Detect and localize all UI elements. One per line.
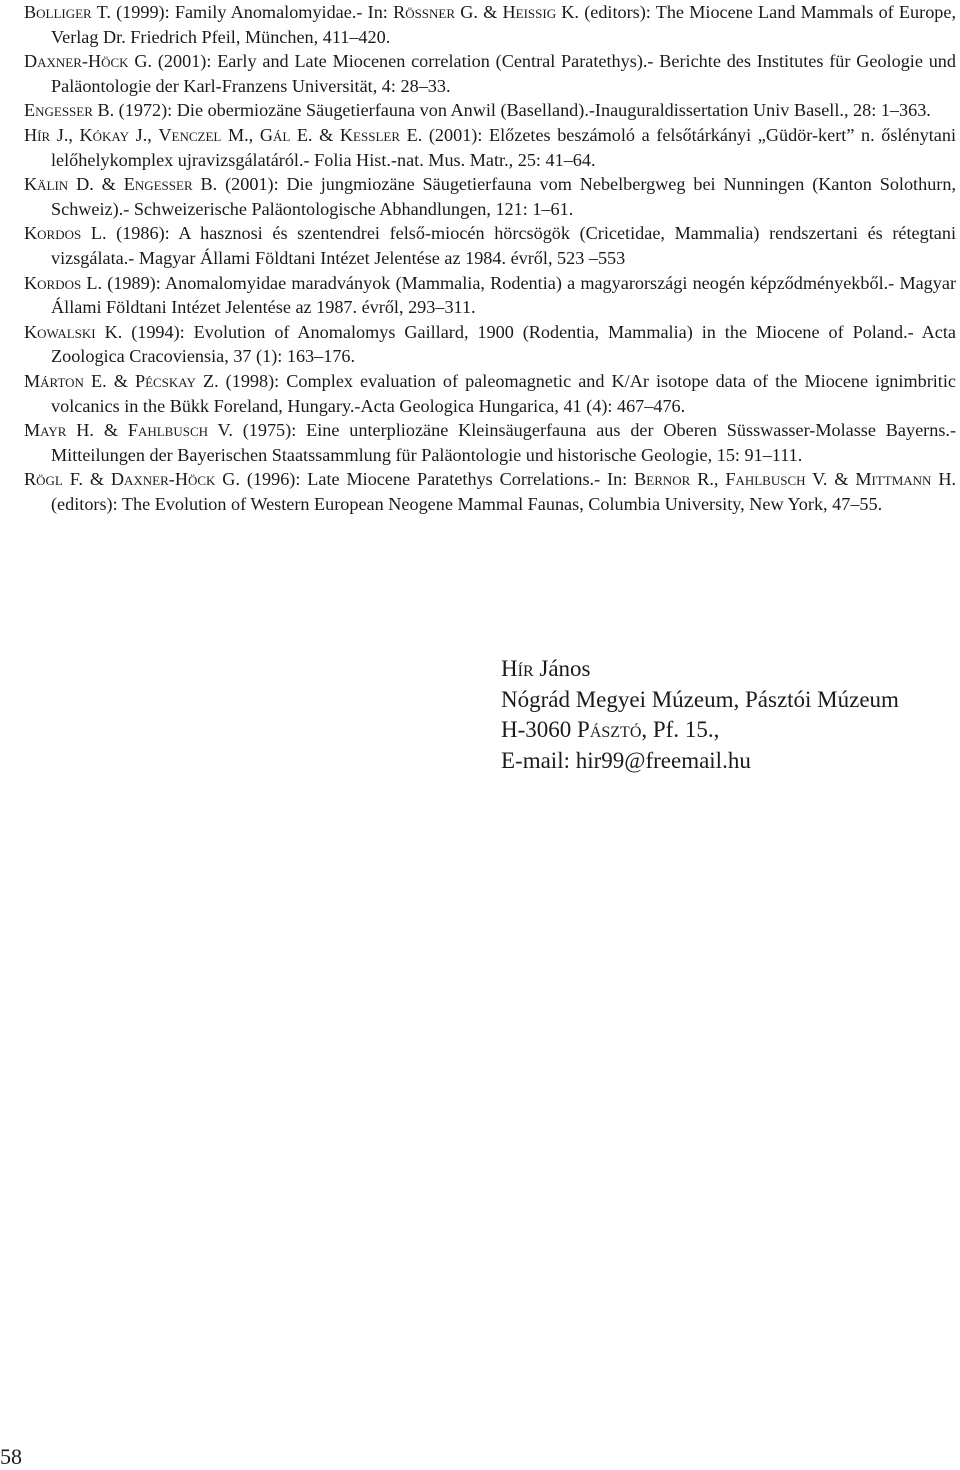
reference-text: H. & (66, 420, 128, 441)
reference-entry (24, 0, 956, 49)
email-line: E-mail: hir99@freemail.hu (501, 747, 751, 773)
reference-text: J., (50, 124, 80, 145)
page-number: 58 (0, 1444, 22, 1469)
reference-text: F. & (62, 469, 111, 490)
reference-text: R., (690, 469, 726, 490)
author-name (501, 654, 899, 685)
reference-text: E. (2001): Előzetes beszámoló a felsőtárkányi „Güdör-kert” n. őslénytani lelőhelykomplex ujravizsgálatáról.- Folia Hist.-nat. Mus. Matr., 25: 41–64. (51, 124, 956, 170)
reference-text: H. (editors): The Evolution of Western European Neogene Mammal Faunas, Columbia University, New York, 47–55. (51, 469, 957, 514)
reference-text: V. & (805, 469, 856, 490)
reference-author: Hír (24, 124, 51, 145)
author-address (501, 654, 899, 776)
reference-text: K. (editors): The Miocene Land Mammals of Europe, Verlag Dr. Friedrich Pfeil, München, 411–420. (51, 2, 957, 47)
reference-author: Kordos (24, 272, 82, 293)
reference-text: G. (2001): Early and Late Miocenen correlation (Central Paratethys).- Berichte des Institutes für Geologie und Paläontologie der Karl-Franzens Universität, 4: 28–33. (51, 51, 956, 96)
reference-text: D. & (68, 174, 124, 195)
reference-author: Heissig (502, 2, 557, 22)
reference-text: Z. (1998): Complex evaluation of paleomagnetic and K/Ar isotope data of the Miocene ignimbritic volcanics in the Bükk Foreland, Hungary.-Acta Geologica Hungarica, 41 (4): 467–476. (51, 370, 956, 416)
postal-line (501, 715, 899, 746)
reference-text: L. (1986): A hasznosi és szentendrei felső-miocén hörcsögök (Cricetidae, Mammalia) rendszertani és rétegtani vizsgálata.- Magyar Állami Földtani Intézet Jelentése az 1984. évről, 523 –553 (51, 223, 956, 268)
reference-author: Kordos (24, 223, 82, 244)
postal-code: H-3060 (501, 717, 578, 742)
postal-box: , Pf. 15., (641, 717, 720, 742)
reference-author: Rögl (24, 469, 63, 490)
reference-text: E. & (290, 124, 340, 145)
reference-text: K. (1994): Evolution of Anomalomys Gaillard, 1900 (Rodentia, Mammalia) in the Miocene of Poland.- Acta Zoologica Cracoviensia, 37 (1): 163–176. (51, 321, 956, 367)
reference-text: L. (1989): Anomalomyidae maradványok (Mammalia, Rodentia) a magyarországi neogén képződményekből.- Magyar Állami Földtani Intézet Jelentése az 1987. évről, 293–311. (51, 272, 956, 318)
author-given-name: János (533, 656, 591, 681)
reference-text: G. & (455, 2, 503, 22)
reference-entry (24, 221, 956, 270)
reference-list (24, 0, 956, 516)
reference-author: Rössner (393, 2, 456, 22)
reference-author: Daxner-Höck (24, 51, 129, 72)
reference-text: E. & (83, 370, 135, 391)
reference-entry (24, 49, 956, 98)
reference-entry (24, 320, 956, 369)
reference-text: B. (1972): Die obermiozäne Säugetierfauna von Anwil (Baselland).-Inauguraldissertation Univ Basell., 28: 1–363. (92, 100, 931, 121)
reference-author: Engesser (24, 100, 93, 121)
reference-author: Kälin (24, 174, 69, 195)
reference-text: M., (221, 124, 260, 145)
reference-author: Kessler (339, 124, 400, 145)
reference-entry (24, 418, 956, 467)
postal-city: Pásztó (577, 717, 642, 742)
author-surname: Hír (501, 656, 534, 681)
reference-author: Mayr (24, 420, 67, 441)
reference-author: Kowalski (24, 321, 96, 342)
reference-text: B. (2001): Die jungmiozäne Säugetierfauna vom Nebelbergweg bei Nunningen (Kanton Solothurn, Schweiz).- Schweizerische Paläontologische Abhandlungen, 121: 1–61. (51, 174, 956, 219)
reference-author: Fahlbusch (127, 420, 209, 441)
reference-author: Gál (259, 124, 291, 145)
reference-entry (24, 369, 956, 418)
reference-entry (24, 271, 956, 320)
reference-entry (24, 172, 956, 221)
reference-text: G. (1996): Late Miocene Paratethys Correlations.- In: (215, 469, 635, 490)
reference-author: Pécskay (134, 370, 196, 391)
reference-text: J., (129, 124, 159, 145)
reference-entry (24, 467, 956, 516)
reference-text: T. (1999): Family Anomalomyidae.- In: (91, 2, 394, 22)
reference-author: Fahlbusch (725, 469, 806, 490)
institution-line: Nógrád Megyei Múzeum, Pásztói Múzeum (501, 686, 899, 712)
reference-author: Mittmann (855, 469, 932, 490)
reference-entry (24, 98, 956, 123)
reference-author: Kókay (79, 124, 130, 145)
reference-author: Bernor (634, 469, 691, 490)
reference-author: Engesser (123, 174, 193, 195)
reference-author: Venczel (158, 124, 222, 145)
reference-author: Daxner-Höck (110, 469, 216, 490)
reference-author: Márton (24, 370, 84, 391)
reference-text: V. (1975): Eine unterpliozäne Kleinsäugerfauna aus der Oberen Süsswasser-Molasse Bayerns.- Mitteilungen der Bayerischen Staatssammlung für Paläontologie und historische Geologie, 15: 91–111. (51, 420, 956, 465)
reference-entry (24, 123, 956, 172)
reference-author: Bolliger (24, 2, 92, 22)
